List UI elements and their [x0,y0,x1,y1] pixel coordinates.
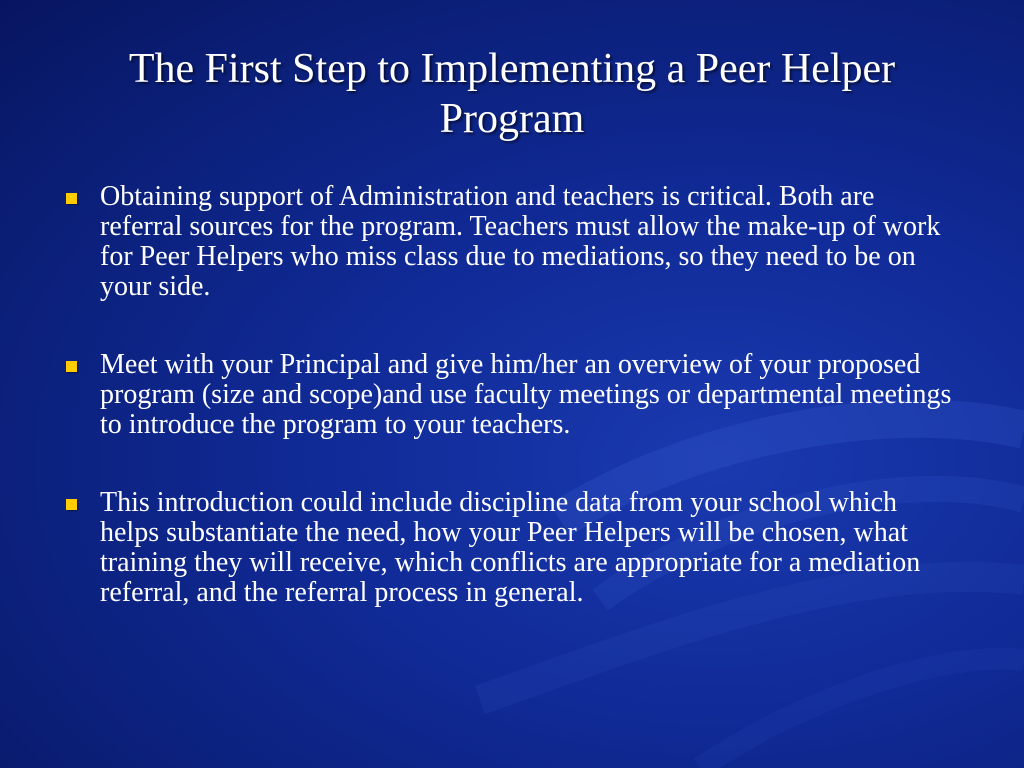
bullet-item [62,182,962,302]
square-bullet-icon [66,499,77,510]
bullet-item [62,350,962,440]
square-bullet-icon [66,361,77,372]
bullet-list [62,182,962,656]
slide-title: The First Step to Implementing a Peer Helper Program [128,46,896,142]
bullet-text: Meet with your Principal and give him/her an overview of your proposed program (size and scope)and use faculty meetings or departmental meetings to introduce the program to your teachers. [100,349,952,440]
bullet-text: Obtaining support of Administration and teachers is critical. Both are referral sources for the program. Teachers must allow the make-up of work for Peer Helpers who miss class due to mediations, so they need to be on your side. [100,181,941,302]
bullet-item [62,488,962,608]
bullet-text: This introduction could include discipline data from your school which helps substantiate the need, how your Peer Helpers will be chosen, what training they will receive, which conflicts are appropriate for a mediation referral, and the referral process in general. [100,487,921,608]
square-bullet-icon [66,193,77,204]
